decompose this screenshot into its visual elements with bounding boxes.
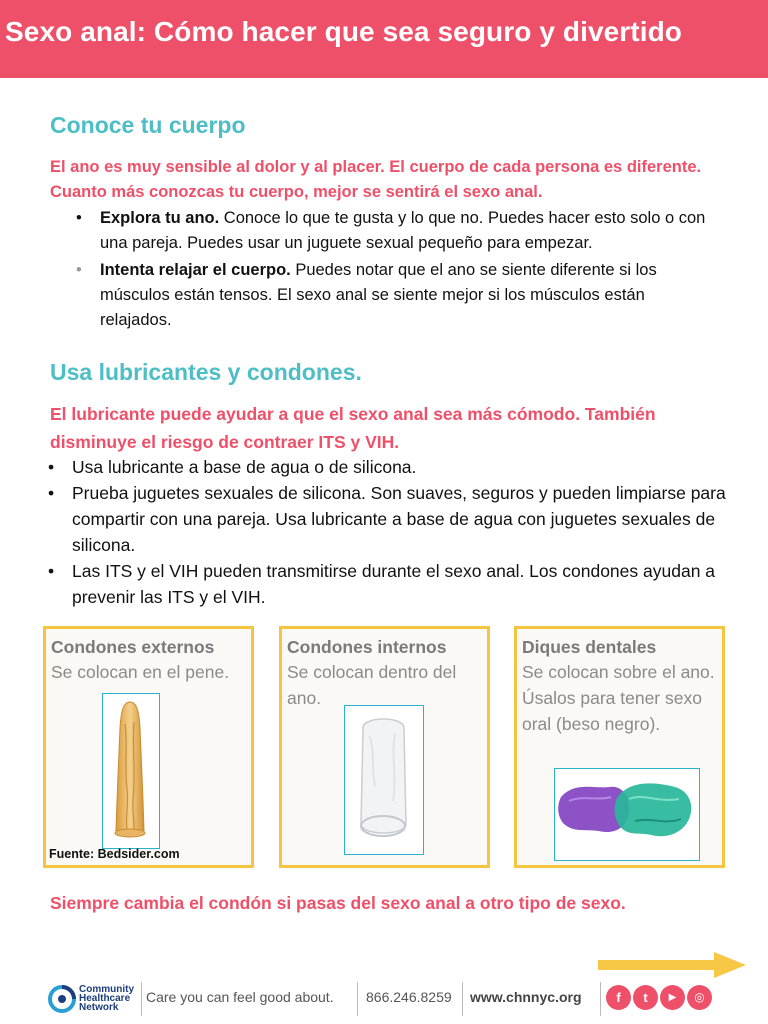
- card-dental-dams: [514, 626, 725, 868]
- divider: [357, 982, 358, 1016]
- card-internal-condoms: [279, 626, 490, 868]
- lube-tips-list: [48, 454, 732, 610]
- logo-wordmark: [79, 985, 134, 1012]
- logo-line: Healthcare: [79, 993, 131, 1004]
- external-condom-icon: [103, 694, 158, 847]
- card-external-condoms: [43, 626, 254, 868]
- list-item: [48, 454, 732, 480]
- youtube-icon[interactable]: ▶: [660, 985, 685, 1010]
- tagline: Care you can feel good about.: [146, 989, 334, 1005]
- card-description: Se colocan sobre el ano. Úsalos para tener sexo oral (beso negro).: [522, 662, 715, 734]
- dental-dams-image: [554, 768, 700, 861]
- section-lead-body: El ano es muy sensible al dolor y al placer. El cuerpo de cada persona es diferente. Cuanto más conozcas tu cuerpo, mejor se sentirá el sexo anal.: [50, 158, 702, 201]
- image-source: Fuente: Bedsider.com: [49, 847, 180, 861]
- bullet-icon: •: [48, 561, 55, 581]
- list-item-text: Conoce lo que te gusta y lo que no. Puedes hacer esto solo o con una pareja. Puedes usar un juguete sexual pequeño para empezar.: [100, 209, 706, 252]
- internal-condom-icon: [345, 706, 422, 853]
- section-lead-lube: El lubricante puede ayudar a que el sexo anal sea más cómodo. También disminuye el riesgo de contraer ITS y VIH.: [50, 404, 656, 452]
- closing-tip: Siempre cambia el condón si pasas del sexo anal a otro tipo de sexo.: [50, 893, 626, 913]
- divider: [600, 982, 601, 1016]
- list-item-text: Usa lubricante a base de agua o de silicona.: [72, 457, 417, 477]
- list-item-bold: Intenta relajar el cuerpo.: [100, 261, 291, 279]
- list-item: [48, 558, 732, 610]
- title-banner: [0, 0, 768, 78]
- chn-logo-icon: [48, 985, 76, 1013]
- next-page-arrow-icon[interactable]: [598, 952, 746, 978]
- logo-line: Community: [79, 984, 134, 995]
- list-item: [76, 206, 720, 256]
- list-item: [76, 258, 720, 333]
- section-heading-lube: Usa lubricantes y condones.: [50, 359, 362, 385]
- internal-condom-image: [344, 705, 424, 855]
- bullet-icon: •: [76, 261, 82, 279]
- page-title: Sexo anal: Cómo hacer que sea seguro y divertido: [5, 16, 683, 47]
- instagram-icon[interactable]: ◎: [687, 985, 712, 1010]
- body-tips-list: [76, 206, 720, 335]
- bullet-icon: •: [48, 457, 55, 477]
- list-item-text: Las ITS y el VIH pueden transmitirse durante el sexo anal. Los condones ayudan a prevenir las ITS y el VIH.: [72, 561, 716, 607]
- phone-number[interactable]: 866.246.8259: [366, 989, 452, 1005]
- card-title: Diques dentales: [522, 637, 657, 657]
- website-link[interactable]: www.chnnyc.org: [470, 989, 582, 1005]
- list-item-bold: Explora tu ano.: [100, 209, 220, 227]
- dental-dam-icon: [555, 769, 698, 859]
- facebook-icon[interactable]: f: [606, 985, 631, 1010]
- divider: [141, 982, 142, 1016]
- bullet-icon: •: [48, 483, 55, 503]
- list-item: [48, 480, 732, 558]
- logo-line: Network: [79, 1002, 119, 1013]
- footer: [0, 978, 768, 1018]
- bullet-icon: •: [76, 209, 82, 227]
- section-heading-body: Conoce tu cuerpo: [50, 112, 246, 138]
- list-item-text: Prueba juguetes sexuales de silicona. Son suaves, seguros y pueden limpiarse para compartir con una pareja. Usa lubricante a base de agua con juguetes sexuales de silicona.: [72, 483, 726, 555]
- card-description: Se colocan en el pene.: [51, 662, 230, 682]
- divider: [462, 982, 463, 1016]
- external-condom-image: [102, 693, 160, 849]
- twitter-icon[interactable]: t: [633, 985, 658, 1010]
- card-title: Condones internos: [287, 637, 447, 657]
- card-description: Se colocan dentro del ano.: [287, 662, 457, 708]
- card-title: Condones externos: [51, 637, 215, 657]
- list-item-text: Puedes notar que el ano se siente diferente si los músculos están tensos. El sexo anal se siente mejor si los músculos están relajados.: [100, 261, 657, 329]
